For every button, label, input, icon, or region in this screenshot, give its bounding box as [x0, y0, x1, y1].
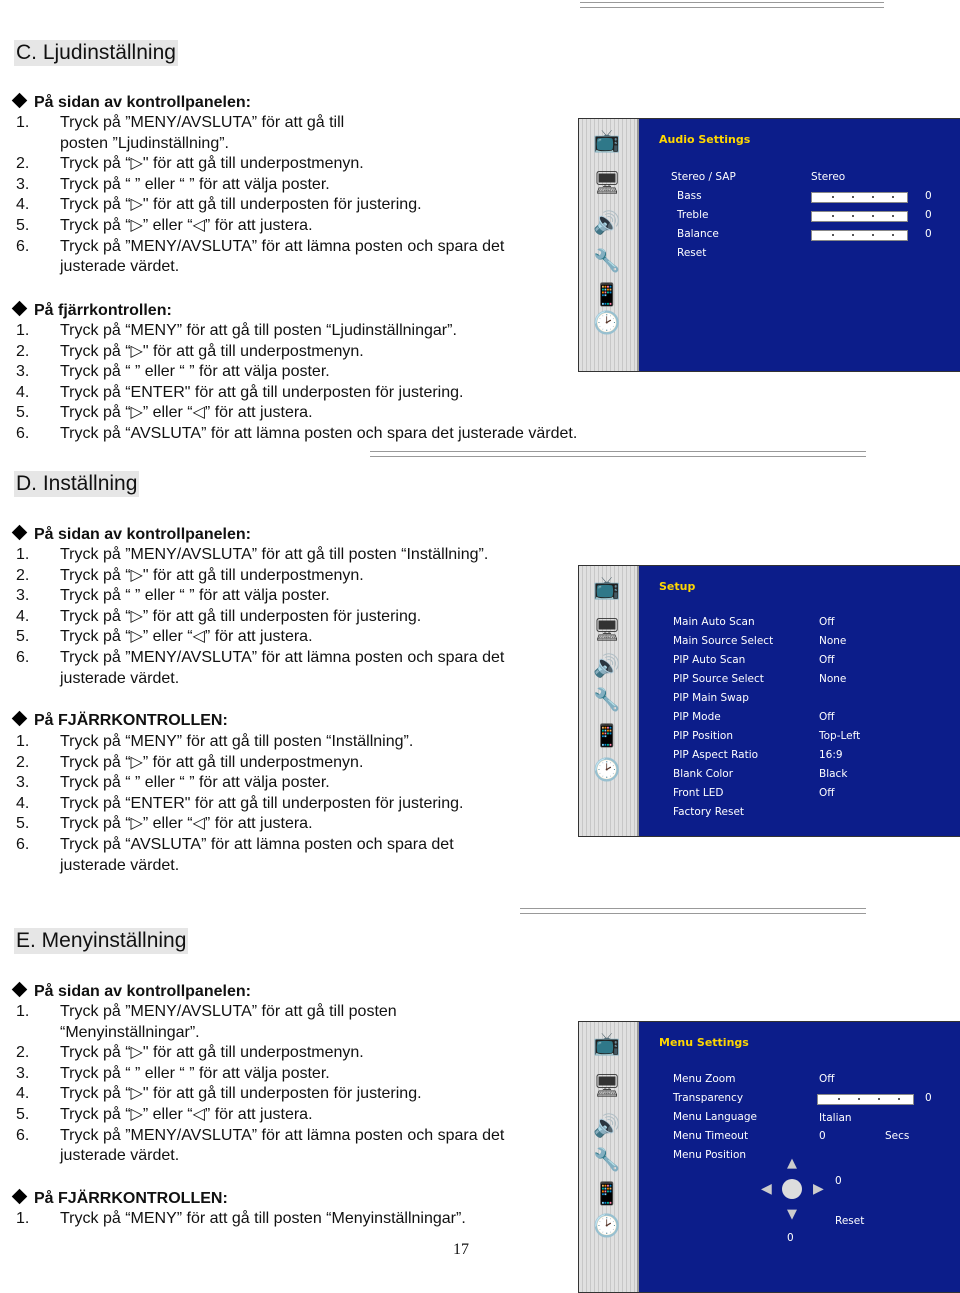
- osd-label[interactable]: PIP Mode: [673, 711, 721, 723]
- divider: [520, 908, 866, 914]
- remote-heading-e: På FJÄRRKONTROLLEN:: [14, 1189, 228, 1209]
- top-rule: [580, 2, 884, 8]
- osd-value: 0: [925, 1092, 932, 1104]
- osd-value: 0: [819, 1130, 826, 1142]
- step-text: Tryck på “▷" för att gå till underpostmenyn.: [60, 1044, 364, 1062]
- step-number: 4.: [16, 383, 30, 401]
- step-text: Tryck på “▷" för att gå till underposten för justering.: [60, 1085, 422, 1103]
- osd-label[interactable]: Menu Timeout: [673, 1130, 749, 1142]
- osd-value: None: [819, 635, 847, 647]
- remote-icon: 📱: [593, 1181, 621, 1207]
- diamond-bullet-icon: [12, 301, 28, 317]
- step-number: 1.: [16, 114, 30, 131]
- step-text: Tryck på “MENY” för att gå till posten “Menyinställningar”.: [60, 1210, 466, 1227]
- monitor-icon: 🖥: [593, 617, 621, 643]
- step-number: 4.: [16, 196, 30, 214]
- step-text: justerade värdet.: [60, 1147, 180, 1165]
- section-title-c: C. Ljudinställning: [16, 41, 176, 64]
- arrow-down-icon[interactable]: ▼: [787, 1207, 797, 1222]
- step-number: 2.: [16, 155, 30, 173]
- osd-label[interactable]: PIP Position: [673, 730, 733, 742]
- step-number: 6.: [16, 836, 30, 853]
- reset-label[interactable]: Reset: [835, 1215, 865, 1227]
- wrench-icon: 🔧: [593, 687, 621, 713]
- osd-label[interactable]: Main Source Select: [673, 635, 774, 647]
- step-text: Tryck på ”MENY/AVSLUTA” för att gå till posten: [60, 1003, 397, 1020]
- osd-value: Top-Left: [819, 730, 861, 742]
- remote-heading-d: På FJÄRRKONTROLLEN:: [14, 711, 228, 731]
- step-text: Tryck på “AVSLUTA” för att lämna posten och spara det: [60, 836, 454, 853]
- step-number: 5.: [16, 217, 30, 234]
- step-text: “Menyinställningar”.: [60, 1023, 200, 1041]
- osd-value: 0: [925, 190, 932, 202]
- osd-title: Audio Settings: [659, 133, 751, 146]
- osd-label[interactable]: Main Auto Scan: [673, 616, 755, 628]
- step-number: 1.: [16, 733, 30, 750]
- clock-icon: 🕑: [593, 757, 621, 783]
- step-number: 1.: [16, 1003, 30, 1020]
- step-text: Tryck på “▷” för att gå till underposten för justering.: [60, 607, 422, 625]
- remote-icon: 📱: [593, 282, 621, 308]
- step-text: Tryck på “ ” eller “ ” för att välja poster.: [60, 587, 330, 605]
- section-title-d: D. Inställning: [16, 472, 138, 495]
- step-text: Tryck på “▷” eller “◁” för att justera.: [60, 404, 313, 422]
- osd-menu-settings: [578, 1021, 960, 1293]
- step-text: justerade värdet.: [60, 856, 180, 874]
- step-text: Tryck på “▷” eller “◁” för att justera.: [60, 815, 313, 833]
- step-number: 5.: [16, 628, 30, 646]
- step-number: 2.: [16, 342, 30, 360]
- step-text: Tryck på “ENTER" för att gå till underposten för justering.: [60, 383, 464, 401]
- osd-label[interactable]: PIP Source Select: [673, 673, 764, 685]
- step-number: 2.: [16, 566, 30, 584]
- step-text: Tryck på “▷” eller “◁” för att justera.: [60, 1106, 313, 1123]
- step-text: Tryck på ”MENY/AVSLUTA” för att lämna posten och spara det: [60, 649, 505, 666]
- position-bottom-value: 0: [787, 1232, 794, 1244]
- step-number: 6.: [16, 425, 30, 442]
- speaker-icon: 🔊: [593, 653, 621, 679]
- step-text: Tryck på “ENTER" för att gå till underposten för justering.: [60, 794, 464, 812]
- osd-value: 0: [925, 228, 932, 240]
- osd-title: Setup: [659, 580, 696, 593]
- transparency-slider[interactable]: [817, 1094, 914, 1105]
- tv-icon: 📺: [593, 128, 621, 154]
- osd-value: Off: [819, 1073, 835, 1085]
- step-text: Tryck på “▷" för att gå till underpostmenyn.: [60, 155, 364, 173]
- step-text: Tryck på “ ” eller “ ” för att välja poster.: [60, 1064, 330, 1082]
- step-text: Tryck på “▷” eller “◁” för att justera.: [60, 628, 313, 646]
- step-number: 3.: [16, 774, 30, 792]
- osd-label[interactable]: Front LED: [673, 787, 724, 799]
- step-text: Tryck på “ ” eller “ ” för att välja poster.: [60, 363, 330, 381]
- osd-value: Black: [819, 768, 848, 780]
- step-number: 5.: [16, 815, 30, 833]
- osd-value: Off: [819, 787, 835, 799]
- osd-sidebar: [579, 119, 639, 371]
- step-text: Tryck på “AVSLUTA” för att lämna posten och spara det justerade värdet.: [60, 425, 578, 442]
- step-text: Tryck på ”MENY/AVSLUTA” för att gå till: [60, 114, 345, 131]
- step-number: 4.: [16, 1085, 30, 1103]
- osd-label[interactable]: Menu Language: [673, 1111, 757, 1123]
- diamond-bullet-icon: [12, 1189, 28, 1205]
- tv-icon: 📺: [593, 1031, 621, 1057]
- divider: [370, 451, 866, 457]
- osd-label[interactable]: Treble: [677, 209, 709, 221]
- step-number: 5.: [16, 1106, 30, 1123]
- step-number: 2.: [16, 753, 30, 771]
- tv-icon: 📺: [593, 575, 621, 601]
- bass-slider[interactable]: [811, 192, 908, 203]
- diamond-bullet-icon: [12, 711, 28, 727]
- step-text: Tryck på “▷" för att gå till underpostmenyn.: [60, 342, 364, 360]
- osd-label[interactable]: Transparency: [673, 1092, 744, 1104]
- step-number: 1.: [16, 1210, 30, 1227]
- osd-setup: [578, 565, 960, 837]
- step-text: Tryck på ”MENY/AVSLUTA” för att lämna posten och spara det: [60, 1126, 505, 1144]
- step-number: 3.: [16, 1064, 30, 1082]
- osd-value: Off: [819, 616, 835, 628]
- osd-label[interactable]: PIP Main Swap: [673, 692, 749, 704]
- osd-label[interactable]: Stereo / SAP: [671, 171, 736, 183]
- clock-icon: 🕑: [593, 1213, 621, 1239]
- osd-sidebar: [579, 566, 639, 836]
- remote-heading-c: På fjärrkontrollen:: [14, 301, 172, 321]
- osd-label[interactable]: Factory Reset: [673, 806, 745, 818]
- osd-value: Stereo: [811, 171, 846, 183]
- step-text: Tryck på “ ” eller “ ” för att välja poster.: [60, 175, 330, 193]
- step-number: 4.: [16, 607, 30, 625]
- diamond-bullet-icon: [12, 93, 28, 109]
- panel-heading-d: På sidan av kontrollpanelen:: [14, 525, 251, 545]
- step-text: Tryck på “MENY” för att gå till posten “Inställning”.: [60, 733, 414, 750]
- step-text: Tryck på “▷" för att gå till underpostmenyn.: [60, 566, 364, 584]
- monitor-icon: 🖥: [593, 1073, 621, 1099]
- wrench-icon: 🔧: [593, 248, 621, 274]
- osd-value: None: [819, 673, 847, 685]
- step-number: 3.: [16, 587, 30, 605]
- osd-value: 0: [925, 209, 932, 221]
- step-text: posten ”Ljudinställning”.: [60, 134, 229, 152]
- osd-label[interactable]: PIP Aspect Ratio: [673, 749, 759, 761]
- arrow-up-icon[interactable]: ▲: [787, 1156, 797, 1171]
- section-title-e: E. Menyinställning: [16, 929, 187, 952]
- step-number: 1.: [16, 546, 30, 563]
- step-text: Tryck på ”MENY/AVSLUTA” för att lämna posten och spara det: [60, 237, 505, 255]
- osd-sidebar: [579, 1022, 639, 1292]
- clock-icon: 🕑: [593, 310, 621, 336]
- panel-heading-c: På sidan av kontrollpanelen:: [14, 93, 251, 113]
- step-text: Tryck på “ ” eller “ ” för att välja poster.: [60, 774, 330, 792]
- timeout-unit: Secs: [885, 1130, 910, 1142]
- osd-audio-settings: [578, 118, 960, 372]
- step-number: 5.: [16, 404, 30, 422]
- diamond-bullet-icon: [12, 525, 28, 541]
- step-number: 6.: [16, 649, 30, 666]
- step-number: 3.: [16, 175, 30, 193]
- step-number: 1.: [16, 322, 30, 339]
- diamond-bullet-icon: [12, 982, 28, 998]
- step-text: Tryck på ”MENY/AVSLUTA” för att gå till posten “Inställning”.: [60, 546, 489, 563]
- page-number: 17: [453, 1241, 469, 1258]
- balance-slider[interactable]: [811, 230, 908, 241]
- step-text: Tryck på “▷" för att gå till underposten för justering.: [60, 196, 422, 214]
- step-number: 6.: [16, 237, 30, 255]
- step-text: Tryck på “▷” för att gå till underpostmenyn.: [60, 753, 364, 771]
- osd-label[interactable]: Blank Color: [673, 768, 734, 780]
- arrow-left-icon[interactable]: ◀: [761, 1181, 772, 1197]
- step-number: 4.: [16, 794, 30, 812]
- osd-value: Off: [819, 711, 835, 723]
- panel-heading-e: På sidan av kontrollpanelen:: [14, 982, 251, 1002]
- step-number: 3.: [16, 363, 30, 381]
- arrow-right-icon[interactable]: ▶: [813, 1181, 824, 1197]
- speaker-icon: 🔊: [593, 210, 621, 236]
- step-number: 6.: [16, 1126, 30, 1144]
- osd-label[interactable]: Balance: [677, 228, 719, 240]
- osd-title: Menu Settings: [659, 1036, 749, 1049]
- osd-label[interactable]: Menu Position: [673, 1149, 747, 1161]
- step-text: Tryck på “▷” eller “◁” för att justera.: [60, 217, 313, 234]
- osd-label[interactable]: Menu Zoom: [673, 1073, 736, 1085]
- osd-label[interactable]: Bass: [677, 190, 702, 202]
- osd-label[interactable]: Reset: [677, 247, 707, 259]
- osd-value: 16:9: [819, 749, 843, 761]
- monitor-icon: 🖥: [593, 170, 621, 196]
- wrench-icon: 🔧: [593, 1147, 621, 1173]
- step-number: 2.: [16, 1044, 30, 1062]
- step-text: justerade värdet.: [60, 669, 180, 687]
- center-button-icon[interactable]: [782, 1179, 802, 1199]
- osd-value: Off: [819, 654, 835, 666]
- speaker-icon: 🔊: [593, 1113, 621, 1139]
- osd-value: Italian: [819, 1112, 852, 1124]
- osd-label[interactable]: PIP Auto Scan: [673, 654, 746, 666]
- step-text: justerade värdet.: [60, 258, 180, 276]
- position-top-value: 0: [835, 1175, 842, 1187]
- step-text: Tryck på “MENY” för att gå till posten “Ljudinställningar”.: [60, 322, 457, 339]
- remote-icon: 📱: [593, 723, 621, 749]
- treble-slider[interactable]: [811, 211, 908, 222]
